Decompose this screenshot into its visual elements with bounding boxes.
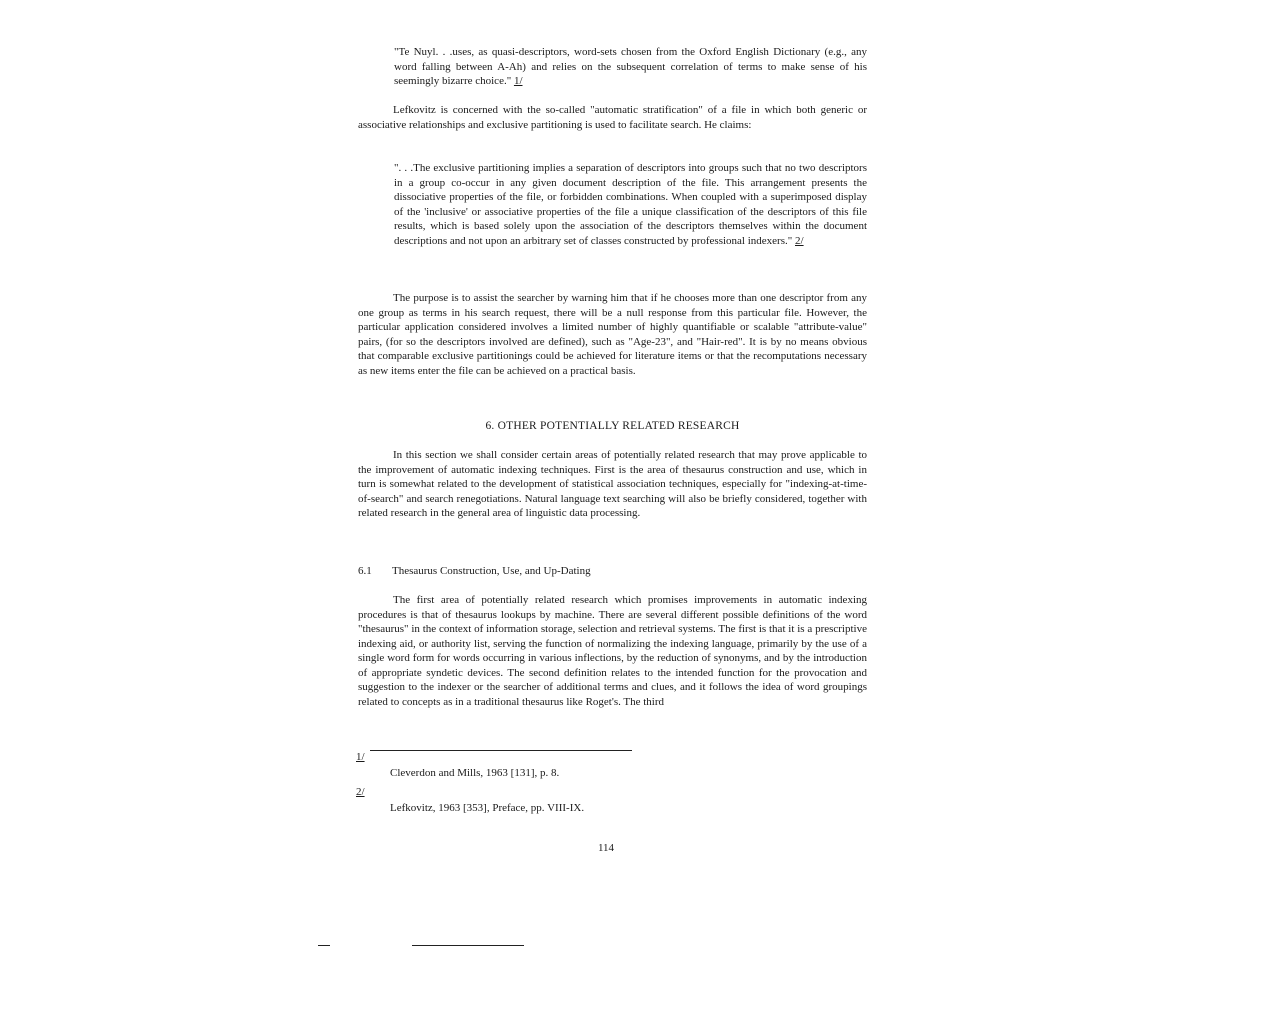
- subsection-number: 6.1: [358, 565, 372, 577]
- scan-artifact-line-right: [412, 945, 524, 946]
- footnote-text-1: Cleverdon and Mills, 1963 [131], p. 8.: [390, 767, 560, 779]
- footnote-text-2: Lefkovitz, 1963 [353], Preface, pp. VIII-IX.: [390, 802, 585, 814]
- quote-exclusive-partitioning: ". . .The exclusive partitioning implies a separation of descriptors into groups such that no two descriptors in a group co-occur in any given document description of the file. This arrangement presents the dissociative properties of the file, or forbidden combinations. When coupled with a superimposed display of the 'inclusive' or associative properties of the file a unique classification of the descriptors of this file results, which is based solely upon the association of the descriptors themselves within the document descriptions and not upon an arbitrary set of classes constructed by professional indexers." 2/: [394, 162, 867, 247]
- paragraph-purpose: The purpose is to assist the searcher by warning him that if he chooses more than one descriptor from any one group as terms in his search request, there will be a null response from this particular file. However, the particular application considered involves a limited number of highly quantifiable or scalable "attribute-value" pairs, (for so the descriptors involved are defined), such as "Age-23", and "Hair-red". It is by no means obvious that comparable exclusive partitionings could be achieved for literature items or that the recomputations necessary as new items enter the file can be achieved on a practical basis.: [358, 292, 867, 377]
- paragraph-lefkovitz: Lefkovitz is concerned with the so-called "automatic stratification" of a file in which both generic or associative relationships and exclusive partitioning is used to facilitate search. He claims:: [358, 104, 867, 131]
- quote-te-nuyl: "Te Nuyl. . .uses, as quasi-descriptors, word-sets chosen from the Oxford English Dictionary (e.g., any word falling between A-Ah) and relies on the subsequent correlation of terms to make sense of his seemingly bizarre choice." 1/: [394, 46, 867, 87]
- scan-artifact-line-left: [318, 945, 330, 946]
- section-heading: 6. OTHER POTENTIALLY RELATED RESEARCH: [485, 420, 740, 432]
- subsection-heading: [358, 565, 591, 577]
- footnote-ref-2: 2/: [795, 234, 804, 247]
- page-number: 114: [597, 842, 615, 854]
- footnote-rule: [370, 750, 632, 751]
- paragraph-thesaurus: The first area of potentially related research which promises improvements in automatic indexing procedures is that of thesaurus lookups by machine. There are several different possible definitions of the word "thesaurus" in the context of information storage, selection and retrieval systems. The first is that it is a prescriptive indexing aid, or authority list, serving the function of normalizing the indexing language, primarily by the use of a single word form for words occurring in various inflections, by the reduction of synonyms, and by the introduction of appropriate syndetic devices. The second definition relates to the intended function for the provocation and suggestion to the indexer or the searcher of additional terms and clues, and it follows the idea of word groupings related to concepts as in a traditional thesaurus like Roget's. The third: [358, 594, 867, 708]
- subsection-title: Thesaurus Construction, Use, and Up-Dating: [392, 565, 591, 577]
- footnote-ref-1: 1/: [513, 75, 523, 87]
- footnote-mark-2: 2/: [356, 786, 365, 798]
- footnote-mark-1: 1/: [356, 751, 365, 763]
- paragraph-section-intro: In this section we shall consider certain areas of potentially related research that may prove applicable to the improvement of automatic indexing techniques. First is the area of thesaurus construction and use, which in turn is somewhat related to the development of statistical association techniques, especially for "indexing-at-time-of-search" and search renegotiations. Natural language text searching will also be briefly considered, together with related research in the general area of linguistic data processing.: [358, 449, 867, 519]
